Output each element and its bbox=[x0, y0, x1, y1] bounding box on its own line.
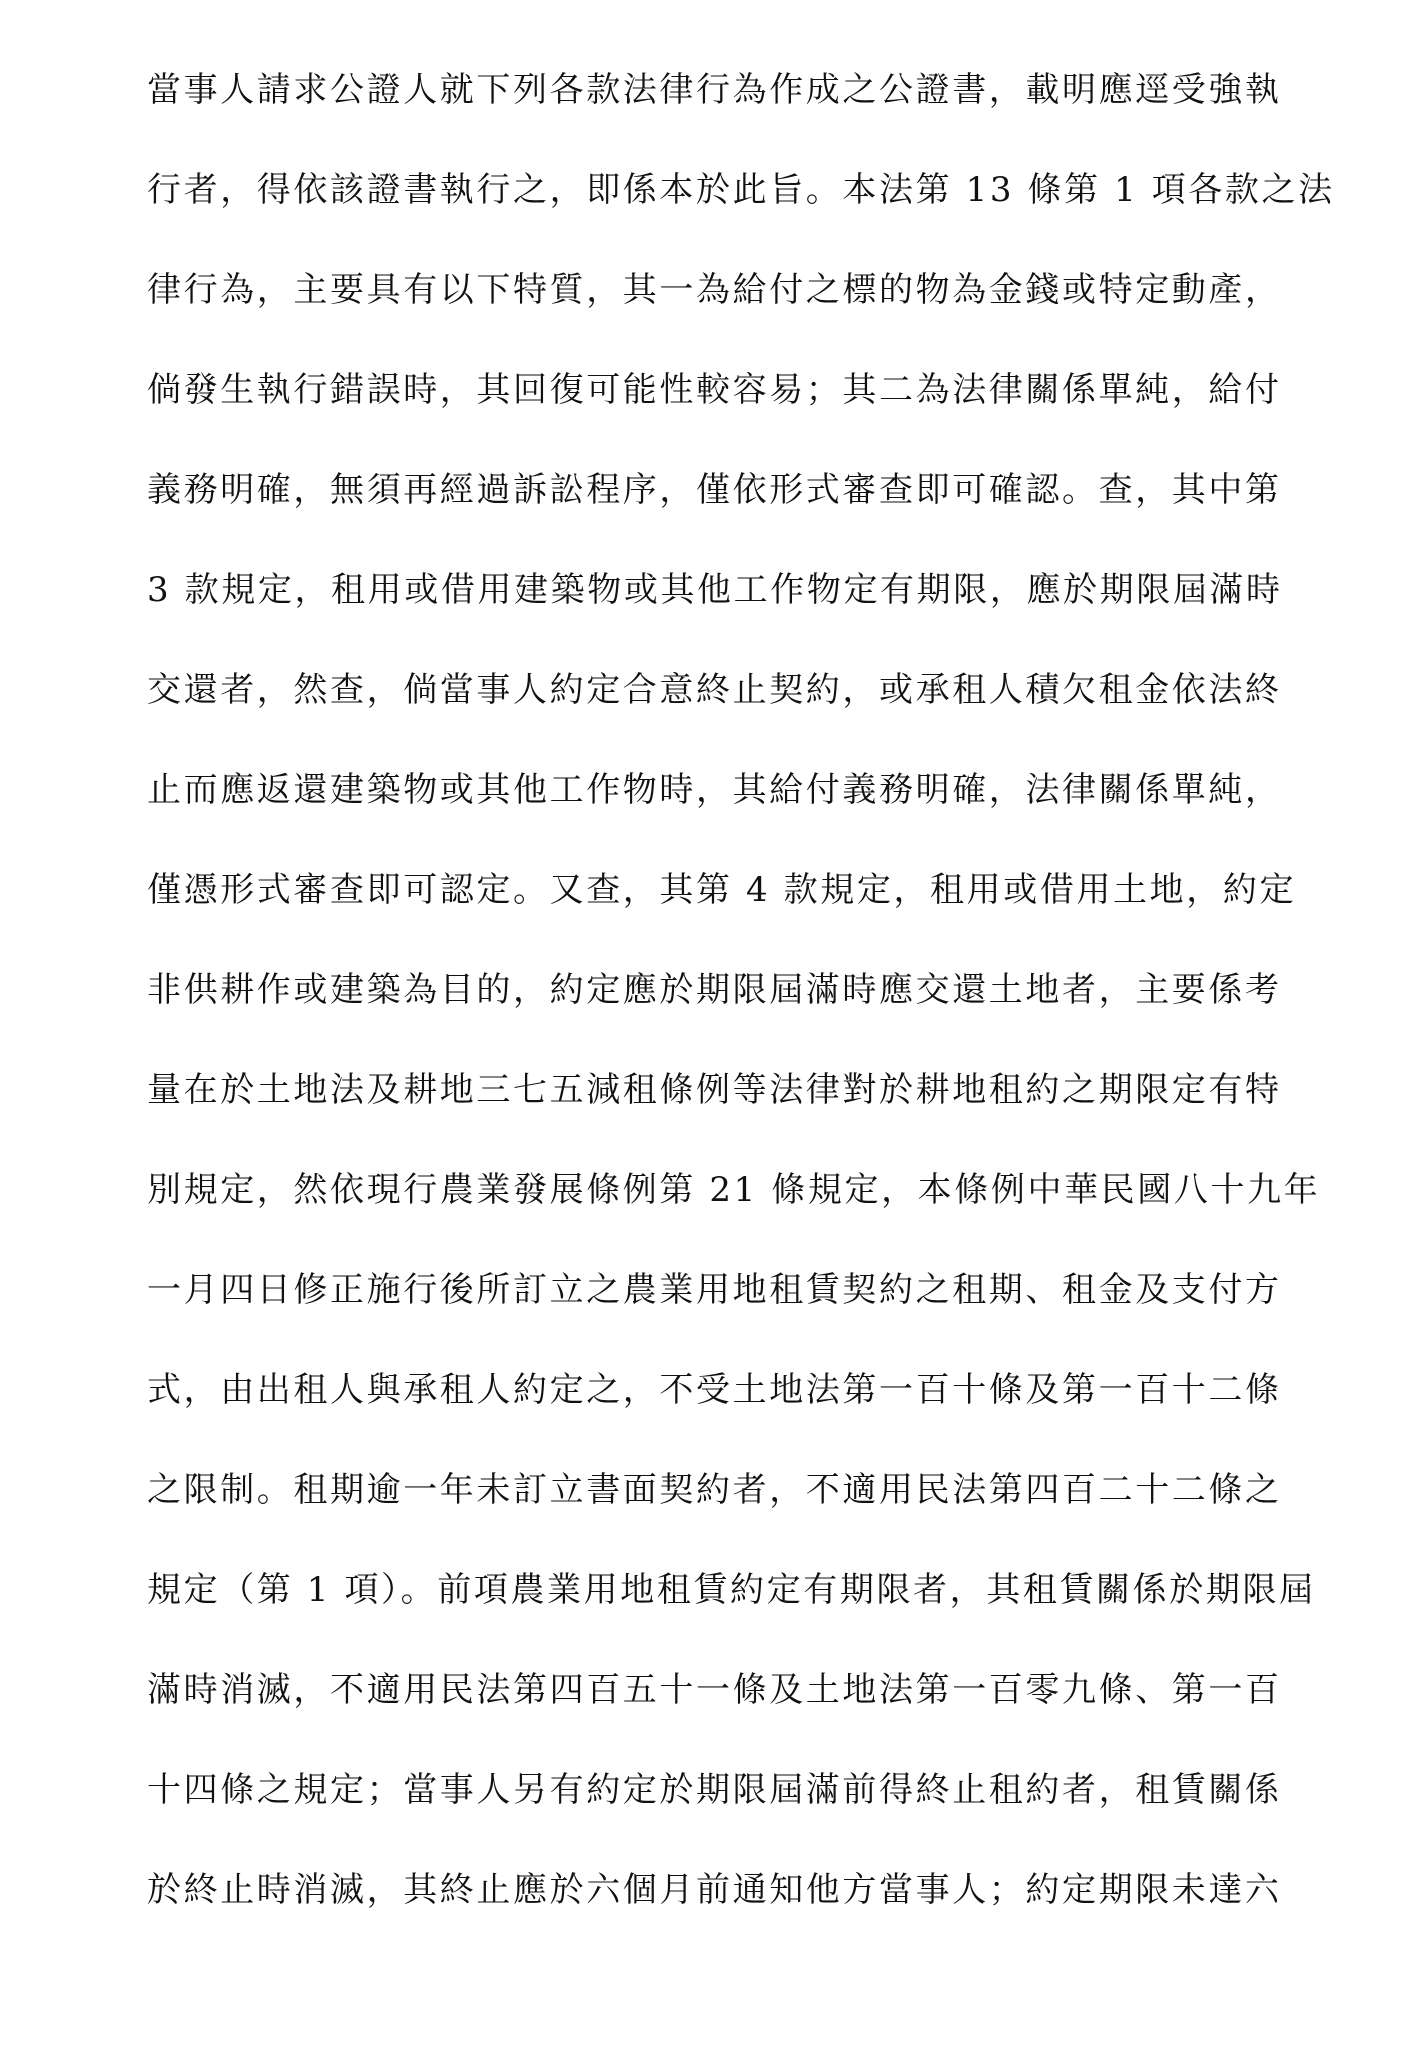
text-line: 十四條之規定；當事人另有約定於期限屆滿前得終止租約者，租賃關係 bbox=[147, 1770, 1282, 1810]
text-line: 一月四日修正施行後所訂立之農業用地租賃契約之租期、租金及支付方 bbox=[147, 1270, 1282, 1310]
body-text bbox=[147, 40, 1347, 1940]
text-line: 式，由出租人與承租人約定之，不受土地法第一百十條及第一百十二條 bbox=[147, 1370, 1282, 1410]
text-line: 量在於土地法及耕地三七五減租條例等法律對於耕地租約之期限定有特 bbox=[147, 1070, 1282, 1110]
text-line: 止而應返還建築物或其他工作物時，其給付義務明確，法律關係單純， bbox=[147, 770, 1282, 810]
text-line: 滿時消滅，不適用民法第四百五十一條及土地法第一百零九條、第一百 bbox=[147, 1670, 1282, 1710]
text-line: 3 款規定，租用或借用建築物或其他工作物定有期限，應於期限屆滿時 bbox=[147, 570, 1283, 610]
text-line: 於終止時消滅，其終止應於六個月前通知他方當事人；約定期限未達六 bbox=[147, 1870, 1282, 1910]
text-line: 律行為，主要具有以下特質，其一為給付之標的物為金錢或特定動產， bbox=[147, 270, 1282, 310]
text-line: 義務明確，無須再經過訴訟程序，僅依形式審查即可確認。查，其中第 bbox=[147, 470, 1282, 510]
text-line: 僅憑形式審查即可認定。又查，其第 4 款規定，租用或借用土地，約定 bbox=[147, 870, 1297, 910]
text-line: 非供耕作或建築為目的，約定應於期限屆滿時應交還土地者，主要係考 bbox=[147, 970, 1282, 1010]
text-line: 倘發生執行錯誤時，其回復可能性較容易；其二為法律關係單純，給付 bbox=[147, 370, 1282, 410]
text-line: 別規定，然依現行農業發展條例第 21 條規定，本條例中華民國八十九年 bbox=[147, 1170, 1321, 1210]
text-line: 行者，得依該證書執行之，即係本於此旨。本法第 13 條第 1 項各款之法 bbox=[147, 170, 1335, 210]
text-line: 規定（第 1 項）。前項農業用地租賃約定有期限者，其租賃關係於期限屆 bbox=[147, 1570, 1316, 1610]
text-line: 交還者，然查，倘當事人約定合意終止契約，或承租人積欠租金依法終 bbox=[147, 670, 1282, 710]
text-line: 之限制。租期逾一年未訂立書面契約者，不適用民法第四百二十二條之 bbox=[147, 1470, 1282, 1510]
text-line: 當事人請求公證人就下列各款法律行為作成之公證書，載明應逕受強執 bbox=[147, 70, 1282, 110]
